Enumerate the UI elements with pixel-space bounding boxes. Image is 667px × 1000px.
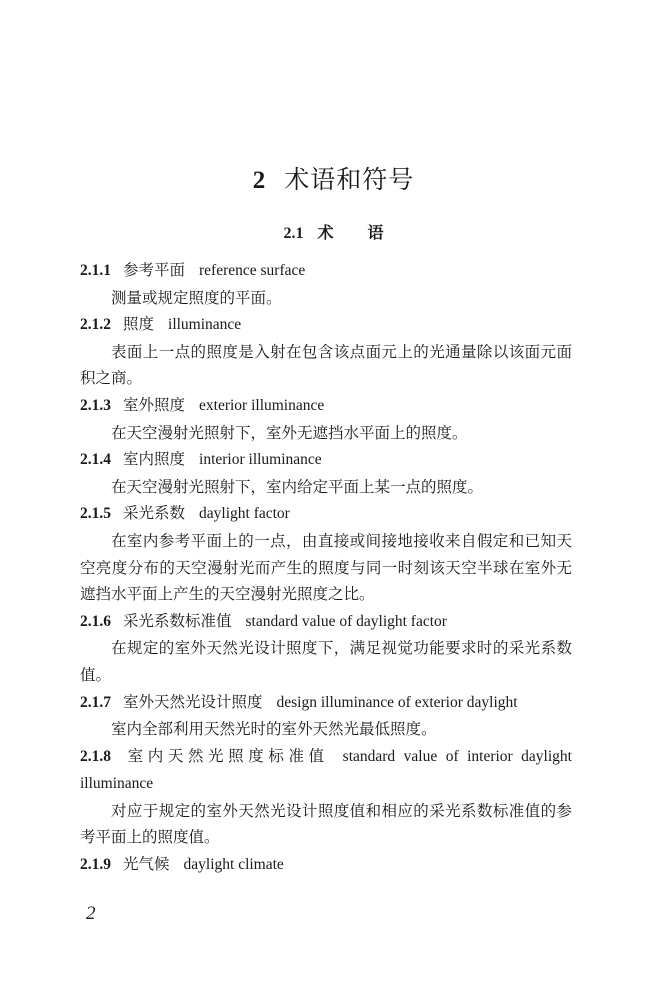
term-english: daylight climate — [183, 856, 284, 874]
section-title-part1: 术 — [317, 223, 334, 242]
term-definition: 对应于规定的室外天然光设计照度值和相应的采光系数标准值的参考平面上的照度值。 — [80, 801, 572, 847]
section-number: 2.1 — [283, 225, 304, 242]
term-chinese: 照度 — [123, 315, 155, 334]
chapter-title — [0, 160, 667, 196]
term-english: interior illuminance — [199, 451, 322, 469]
term-chinese: 采光系数标准值 — [123, 611, 232, 630]
term-english: reference surface — [199, 262, 306, 279]
term-chinese: 室内照度 — [123, 450, 186, 469]
term-chinese: 采光系数 — [123, 504, 186, 523]
term-chinese: 室外天然光设计照度 — [123, 692, 263, 711]
section-title-part2: 语 — [367, 223, 384, 242]
term-definition: 在规定的室外天然光设计照度下，满足视觉功能要求时的采光系数值。 — [80, 639, 572, 684]
term-heading — [80, 743, 572, 798]
section-title — [0, 220, 667, 243]
term-number: 2.1.3 — [80, 396, 111, 414]
term-chinese: 室内天然光照度标准值 — [123, 746, 329, 765]
term-english: standard value of interior daylight illuminance — [80, 747, 572, 793]
term-heading — [80, 311, 572, 339]
term-number: 2.1.2 — [80, 316, 111, 334]
term-definition: 室内全部利用天然光时的室外天然光最低照度。 — [111, 720, 437, 739]
chapter-title-text: 术语和符号 — [284, 165, 415, 194]
term-definition: 测量或规定照度的平面。 — [111, 288, 282, 307]
term-chinese: 光气候 — [123, 855, 170, 874]
term-heading — [80, 392, 572, 420]
term-heading — [80, 689, 572, 717]
term-heading — [80, 851, 572, 879]
term-chinese: 室外照度 — [123, 395, 186, 414]
term-chinese: 参考平面 — [123, 261, 186, 279]
chapter-number: 2 — [252, 167, 267, 194]
term-english: standard value of daylight factor — [245, 612, 447, 630]
term-english: daylight factor — [199, 505, 290, 523]
term-number: 2.1.5 — [80, 505, 111, 523]
terms-list — [80, 257, 572, 879]
term-number: 2.1.9 — [80, 856, 111, 874]
term-heading — [80, 608, 572, 636]
term-definition: 在室内参考平面上的一点，由直接或间接地接收来自假定和已知天空亮度分布的天空漫射光而产生的照度与同一时刻该天空半球在室外无遮挡水平面上产生的天空漫射光照度之比。 — [80, 531, 572, 604]
term-heading — [80, 500, 572, 528]
term-definition: 在天空漫射光照射下，室内给定平面上某一点的照度。 — [111, 477, 484, 496]
term-number: 2.1.4 — [80, 451, 111, 469]
term-number: 2.1.7 — [80, 693, 111, 711]
term-number: 2.1.6 — [80, 612, 111, 630]
term-english: exterior illuminance — [199, 396, 325, 414]
term-heading — [80, 257, 572, 285]
term-definition: 在天空漫射光照射下，室外无遮挡水平面上的照度。 — [111, 423, 468, 442]
term-heading — [80, 446, 572, 474]
term-definition: 表面上一点的照度是入射在包含该点面元上的光通量除以该面元面积之商。 — [80, 342, 572, 388]
term-english: illuminance — [168, 316, 242, 334]
page-number: 2 — [86, 903, 96, 924]
term-number: 2.1.8 — [80, 747, 111, 765]
term-english: design illuminance of exterior daylight — [276, 693, 518, 711]
term-number: 2.1.1 — [80, 262, 111, 279]
